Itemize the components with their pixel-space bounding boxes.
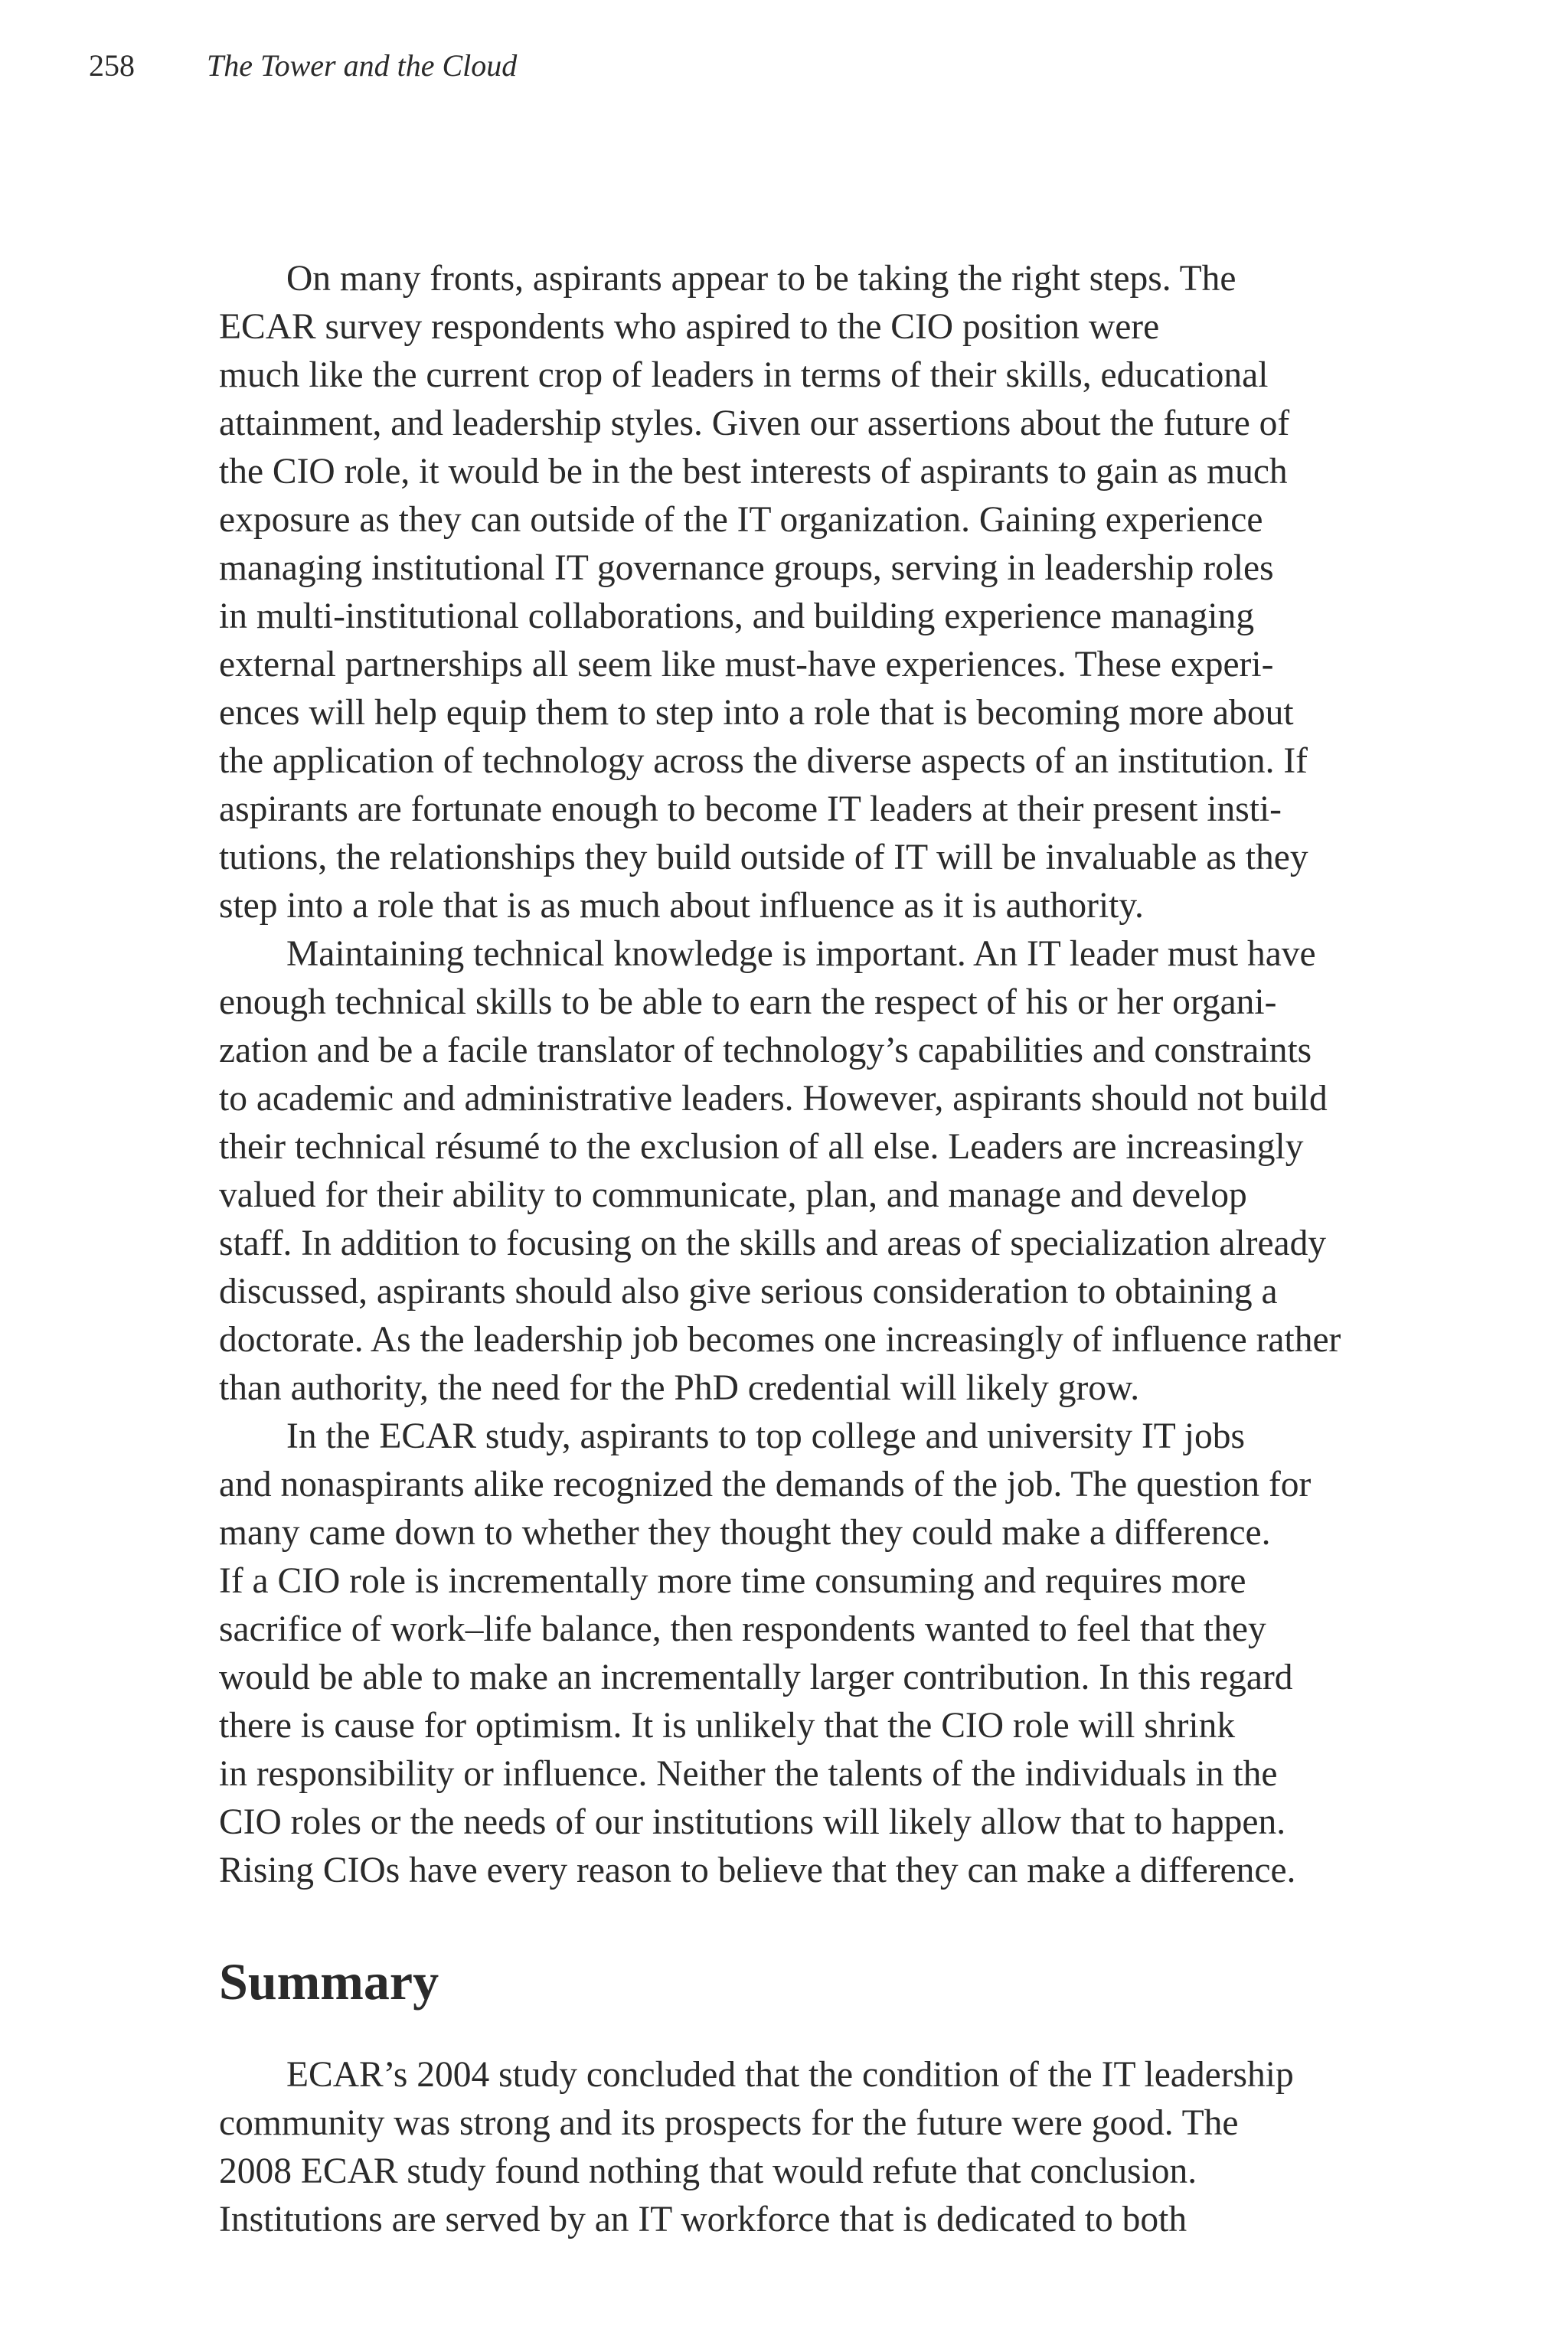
paragraph-line: their technical résumé to the exclusion of all else. Leaders are increasingly [219,1127,1304,1167]
paragraph-line: ences will help equip them to step into a role that is becoming more about [219,693,1294,733]
paragraph-line: Institutions are served by an IT workforce that is dedicated to both [219,2200,1187,2239]
paragraph-line: many came down to whether they thought they could make a difference. [219,1513,1271,1553]
paragraph-line: community was strong and its prospects for the future were good. The [219,2103,1239,2143]
paragraph-line: On many fronts, aspirants appear to be taking the right steps. The [286,259,1236,299]
paragraph-line: and nonaspirants alike recognized the demands of the job. The question for [219,1465,1312,1504]
paragraph-line: managing institutional IT governance groups, serving in leadership roles [219,548,1274,588]
paragraph-line: If a CIO role is incrementally more time consuming and requires more [219,1561,1246,1601]
paragraph-line: to academic and administrative leaders. However, aspirants should not build [219,1079,1328,1119]
paragraph-line: ECAR survey respondents who aspired to the CIO position were [219,307,1160,347]
paragraph-line: staff. In addition to focusing on the skills and areas of specialization already [219,1223,1327,1263]
paragraph-line: in responsibility or influence. Neither the talents of the individuals in the [219,1754,1278,1794]
paragraph-line: the CIO role, it would be in the best interests of aspirants to gain as much [219,452,1288,492]
book-title: The Tower and the Cloud [207,48,518,83]
paragraph-line: exposure as they can outside of the IT organization. Gaining experience [219,500,1263,540]
running-head [89,47,517,84]
paragraph-line: zation and be a facile translator of technology’s capabilities and constraints [219,1031,1312,1070]
paragraph-line: sacrifice of work–life balance, then respondents wanted to feel that they [219,1609,1266,1649]
paragraph-line: the application of technology across the diverse aspects of an institution. If [219,741,1308,781]
paragraph-line: there is cause for optimism. It is unlikely that the CIO role will shrink [219,1706,1236,1746]
paragraph-line: enough technical skills to be able to earn the respect of his or her organi- [219,982,1277,1022]
paragraph-line: step into a role that is as much about influence as it is authority. [219,886,1144,926]
page-number: 258 [89,48,135,83]
paragraph-line: in multi-institutional collaborations, and building experience managing [219,596,1255,636]
paragraph-line: aspirants are fortunate enough to become IT leaders at their present insti- [219,789,1282,829]
paragraph-line: much like the current crop of leaders in terms of their skills, educational [219,355,1269,395]
paragraph-line: ECAR’s 2004 study concluded that the condition of the IT leadership [286,2055,1294,2095]
paragraph-line: attainment, and leadership styles. Given our assertions about the future of [219,403,1290,443]
paragraph-line: 2008 ECAR study found nothing that would refute that conclusion. [219,2151,1197,2191]
paragraph-line: Rising CIOs have every reason to believe that they can make a difference. [219,1851,1296,1890]
paragraph-line: external partnerships all seem like must-have experiences. These experi- [219,645,1274,684]
section-heading-summary: Summary [219,1952,439,2011]
paragraph-line: valued for their ability to communicate, plan, and manage and develop [219,1175,1247,1215]
paragraph-line: than authority, the need for the PhD credential will likely grow. [219,1368,1140,1408]
paragraph-line: doctorate. As the leadership job becomes one increasingly of influence rather [219,1320,1341,1360]
paragraph-line: tutions, the relationships they build outside of IT will be invaluable as they [219,838,1308,877]
paragraph-line: CIO roles or the needs of our institutions will likely allow that to happen. [219,1802,1286,1842]
paragraph-line: would be able to make an incrementally larger contribution. In this regard [219,1658,1293,1697]
paragraph-line: In the ECAR study, aspirants to top college and university IT jobs [286,1416,1245,1456]
paragraph-line: discussed, aspirants should also give serious consideration to obtaining a [219,1272,1278,1312]
paragraph-line: Maintaining technical knowledge is important. An IT leader must have [286,934,1316,974]
